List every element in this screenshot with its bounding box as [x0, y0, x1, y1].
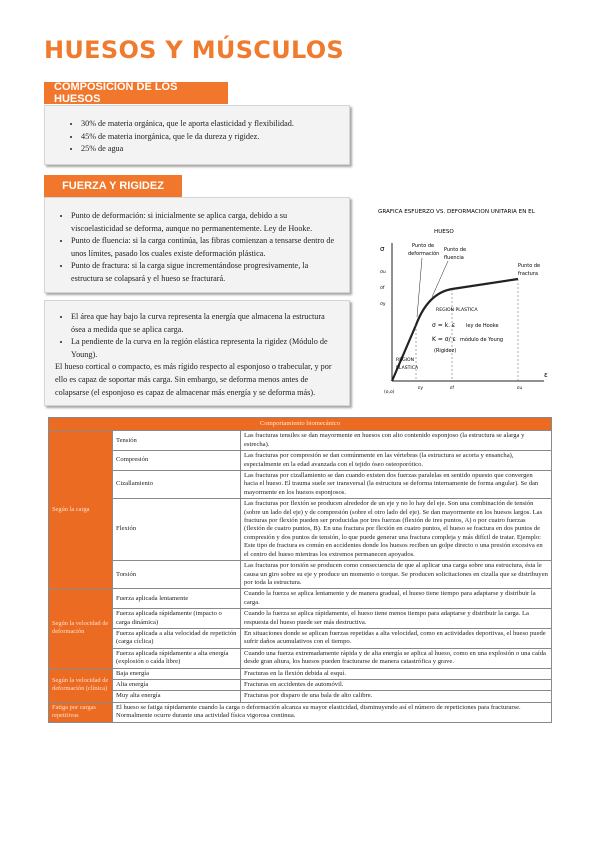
row-label: Fuerza aplicada rápidamente a alta energía (explosión o caída libre): [113, 648, 241, 668]
pointer-line: [417, 258, 422, 317]
list-item: • Punto de fluencia: si la carga continúa, las fibras comienzan a tensarse dentro de unos límites, pasado los cuales existe deformación plástica.: [71, 235, 339, 260]
fluencia-label: Punto de: [444, 247, 467, 253]
category-carga: Según la carga: [49, 431, 113, 589]
table-header: Comportamiento biomecánico: [49, 418, 552, 431]
table-row: [49, 561, 552, 589]
table-row: [49, 589, 552, 609]
sigma-label: σ: [380, 245, 385, 253]
row-text: Las fracturas por compresión se dan comúnmente en las vértebras (la estructura se acorta y ensancha), especialmente en la edad avanzada con el tejido óseo osteoporótico.: [241, 451, 552, 471]
list-item: • 30% de materia orgánica, que le aporta elasticidad y flexibilidad.: [81, 118, 339, 131]
fuerza-list: [55, 210, 339, 286]
eps-u-label: εu: [517, 386, 523, 391]
list-item: • Punto de fractura: si la carga sigue incrementándose progresivamente, la estructura se colapsará y el hueso se fracturará.: [71, 260, 339, 285]
section-heading-composicion: COMPOSICIÓN DE LOS HUESOS: [44, 82, 228, 104]
list-item: • La pendiente de la curva en la región elástica representa la rigidez (Módulo de Young).: [71, 336, 339, 361]
biomechanics-table: [48, 417, 552, 723]
sigma-u-label: σu: [380, 270, 386, 275]
region-elastica-label-2: ELASTICA: [396, 366, 419, 371]
energia-list: [55, 311, 339, 361]
deformacion-label: Punto de: [412, 243, 435, 249]
row-label: Fuerza aplicada rápidamente (impacto o carga dinámica): [113, 609, 241, 629]
table-row: [49, 668, 552, 679]
equation-3: (Rigidez): [434, 348, 457, 354]
row-text: Las fracturas tensiles se dan mayormente en huesos con alto contenido esponjoso (la estructura se alarga y estrecha).: [241, 431, 552, 451]
row-label: Baja energía: [113, 668, 241, 679]
table-row: [49, 648, 552, 668]
graph-title: GRAFICA ESFUERZO VS. DEFORMACION UNITARIA EN EL: [378, 209, 535, 215]
table-row: [49, 451, 552, 471]
table-row: [49, 609, 552, 629]
equation-2-note: módulo de Young: [460, 337, 504, 343]
row-label: Fuerza aplicada lentamente: [113, 589, 241, 609]
row-text: Las fracturas por flexión se producen alrededor de un eje y no lo hay del eje. Son una combinación de tensión (sobre un lado del eje) y de compresión (sobre el otro lado del eje). Se dan mayormente en los huesos largos. Las fracturas por flexión pueden ser producidas por tres fuerzas (flexión de tres puntos, A) o por cuatro fuerzas (flexión de cuatro puntos, B). En una fractura por flexión en cuatro puntos, el hueso se fractura en dos puntos de compresión y dos puntos de tensión, lo que puede generar una fractura compleja y más difícil de tratar. Ejemplo: Este tipo de fractura es común en accidentes donde los huesos reciben un golpe directo o una presión excesiva en el centro del hueso mientras los extremos permanecen apoyados.: [241, 499, 552, 561]
table-row: [49, 691, 552, 702]
stress-strain-graph: [372, 203, 552, 409]
row-text: Fracturas en la flexión debida al esquí.: [241, 668, 552, 679]
row-text: Fracturas por disparo de una bala de alto calibre.: [241, 691, 552, 702]
fuerza-box: [44, 197, 350, 293]
row-label: Flexión: [113, 499, 241, 561]
eps-y-label: εy: [418, 386, 424, 391]
section-heading-fuerza: FUERZA Y RIGIDEZ: [44, 175, 182, 197]
list-item: • 45% de materia inorgánica, que le da dureza y rigidez.: [81, 131, 339, 144]
energia-box: [44, 300, 350, 406]
category-velocidad: Según la velocidad de deformación: [49, 589, 113, 668]
equation-1: σ = k. ε: [432, 322, 456, 329]
category-fatiga: Fatiga por cargas repetitivas: [49, 702, 113, 722]
sigma-y-label: σy: [380, 302, 386, 307]
composicion-list: [65, 118, 339, 156]
region-elastica-label: REGION: [396, 358, 415, 363]
equation-1-note: ley de Hooke: [466, 323, 499, 329]
row-text: Cuando la fuerza se aplica lentamente y de manera gradual, el hueso tiene tiempo para adaptarse y distribuir la carga.: [241, 589, 552, 609]
row-text: Las fracturas por cizallamiento se dan cuando existen dos fuerzas paralelas en sentido opuesto que convergen hacia el hueso. El trauma suele ser transversal (la estructura se deforma internamente de forma angular). Se dan mayormente en los huesos esponjosos.: [241, 471, 552, 499]
row-label: Muy alta energía: [113, 691, 241, 702]
row-text: En situaciones donde se aplican fuerzas repetidas a alta velocidad, como en actividades deportivas, el hueso puede sufrir daños acumulativos con el tiempo.: [241, 628, 552, 648]
list-item: • El área que hay bajo la curva representa la energía que almacena la estructura ósea a medida que se aplica carga.: [71, 311, 339, 336]
row-label: Cizallamiento: [113, 471, 241, 499]
deformacion-label-2: deformación: [408, 251, 440, 257]
fractura-label: Punto de: [518, 263, 541, 269]
eps-f-label: εf: [450, 386, 455, 391]
table-row: [49, 499, 552, 561]
fractura-label-2: fractura: [518, 271, 538, 277]
origin-label: (o,o): [384, 390, 395, 395]
row-label: Tensión: [113, 431, 241, 451]
graph-subtitle: HUESO: [434, 229, 454, 235]
row-label: Fuerza aplicada a alta velocidad de repetición (carga cíclica): [113, 628, 241, 648]
category-clinica: Según la velocidad de deformación (clínica): [49, 668, 113, 702]
list-item: • Punto de deformación: si inicialmente se aplica carga, debido a su viscoelasticidad se deforma, aunque no permanentemente. Ley de Hooke.: [71, 210, 339, 235]
row-label: Torsión: [113, 561, 241, 589]
equation-2: K = σ/ ε: [432, 336, 456, 343]
composicion-box: [44, 105, 350, 165]
sigma-f-label: σf: [380, 286, 385, 291]
fluencia-label-2: fluencia: [444, 255, 464, 261]
row-text: Fracturas en accidentes de automóvil.: [241, 679, 552, 690]
table-row: [49, 431, 552, 451]
row-text: Las fracturas por torsión se producen como consecuencia de que al aplicar una carga sobre una estructura, ésta le causa un giro sobre su eje y produce un momento o torque. Se producen solicitaciones en cizalla que se distribuyen por toda la estructura.: [241, 561, 552, 589]
epsilon-label: ε: [544, 371, 548, 379]
table-row: [49, 471, 552, 499]
table-row: [49, 702, 552, 722]
table-row: [49, 679, 552, 690]
row-text: El hueso se fatiga rápidamente cuando la carga o deformación alcanza su mayor elasticidad, disminuyendo así el número de repeticiones para fracturarse. Normalmente ocurre durante una actividad física vigorosa continua.: [113, 702, 552, 722]
row-label: Compresión: [113, 451, 241, 471]
row-text: Cuando una fuerza extremadamente rápida y de alta energía se aplica al hueso, como en una explosión o una caída desde gran altura, los huesos pueden fracturarse de manera catastrófica y grave.: [241, 648, 552, 668]
row-label: Alta energía: [113, 679, 241, 690]
region-plastica-label: REGION PLASTICA: [436, 308, 478, 313]
row-text: Cuando la fuerza se aplica rápidamente, el hueso tiene menos tiempo para adaptarse y distribuir la carga. La respuesta del hueso puede ser más destructiva.: [241, 609, 552, 629]
table-row: [49, 628, 552, 648]
list-item: • 25% de agua: [81, 143, 339, 156]
page-title: HUESOS Y MÚSCULOS: [44, 36, 345, 64]
cortical-paragraph: El hueso cortical o compacto, es más rígido respecto al esponjoso o trabecular, y por ello es capaz de soportar más carga. Sin embargo, se deforma menos antes de colapsarse (el esponjoso es capaz de almacenar más energía y se deforma más).: [55, 362, 332, 397]
